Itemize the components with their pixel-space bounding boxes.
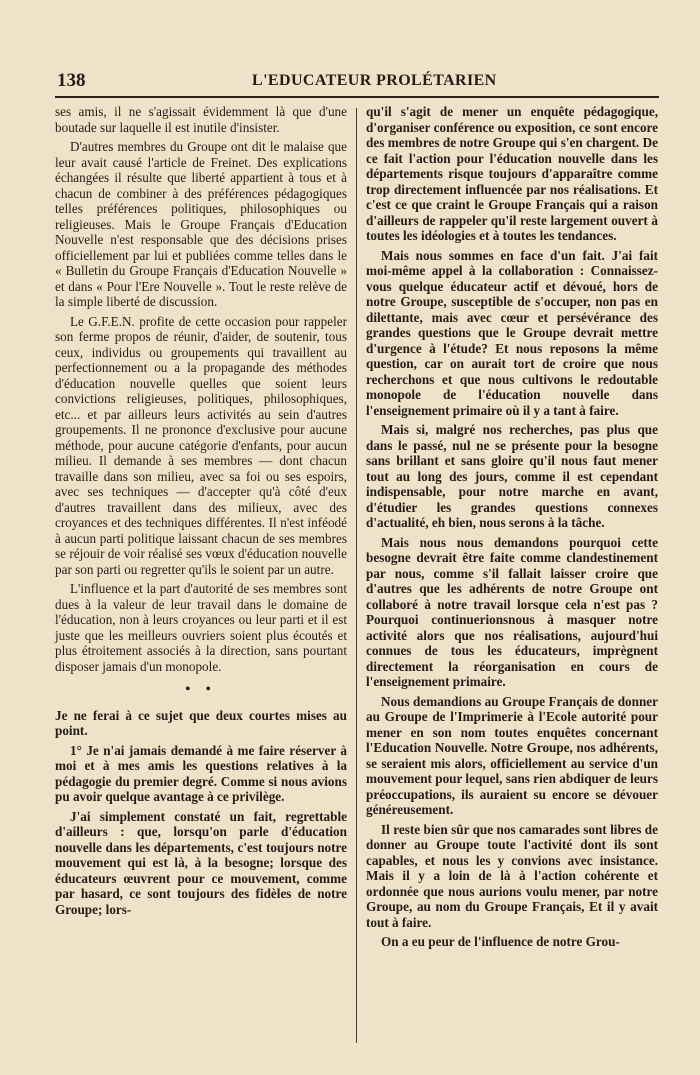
header-rule [55,96,659,98]
paragraph: ses amis, il ne s'agissait évidemment là que d'une boutade sur laquelle il est inutile d'insister. [55,104,347,135]
paragraph: Mais nous nous demandons pourquoi cette besogne devrait être faite comme clandestinement par nous, comme s'il fallait laisser croire que d'autres que les adhérents de notre Groupe ont collaboré à notre travail lorsque cela n'est pas ? Pourquoi continuerionsnous à masquer notre activité alors que nos réalisations, aujourd'hui connues de tous les éducateurs, imprègnent directement la réorganisation en cours de l'enseignement primaire. [366,534,658,689]
paragraph: On a eu peur de l'influence de notre Grou- [381,934,620,949]
paragraph: 1° Je n'ai jamais demandé à me faire réserver à moi et à mes amis les questions relatives à la pédagogie du premier degré. Comme si nous avions pu avoir quelque avantage à ce privilège. [55,742,347,804]
section-separator: • • [185,682,217,697]
paragraph: D'autres membres du Groupe ont dit le malaise que leur avait causé l'article de Freinet. Des explications échangées il résulte que liberté appartient à tous et à chacun de combiner à des préférences pédagogiques telles préférences politiques, philosophiques ou religieuses. Mais le Groupe Français d'Education Nouvelle n'est responsable que des décisions prises officiellement par lui et publiées comme telles dans le « Bulletin du Groupe Français d'Education Nouvelle » et dans « Pour l'Ere Nouvelle ». Tout le reste relève de la simple liberté de discussion. [55,139,347,309]
paragraph: Il reste bien sûr que nos camarades sont libres de donner au Groupe toute l'activité dont ils sont capables, et nous les y convions avec insistance. Mais il y a loin de là à l'action cohérente et ordonnée que nous aurions voulu mener, par notre Groupe, au nom du Groupe Français, Et il y avait tout à faire. [366,821,658,930]
paragraph: Mais si, malgré nos recherches, pas plus que dans le passé, nul ne se présente pour la besogne sans brillant et sans gloire qu'il nous faut mener tout au long des jours, comme il est cependant indispensable, pour notre marche en avant, d'étudier les grandes questions connexes d'actualité, eh bien, nous serons à la tâche. [366,422,658,530]
paragraph: L'influence et la part d'autorité de ses membres sont dues à la valeur de leur travail dans le domaine de l'éducation, non à leurs croyances ou leur parti et il est juste que les meilleurs ouvriers soient plus écoutés et plus étroitement associés à la direction, sans pourtant disposer jamais d'un monopole. [55,581,347,674]
right-column [366,104,658,954]
column-divider [356,108,357,1043]
left-column [55,104,347,921]
paragraph: Le G.F.E.N. profite de cette occasion pour rappeler son ferme propos de réunir, d'aider, de soutenir, tous ceux, individus ou groupements qui travaillent au perfectionnement ou a la propagande des méthodes d'éducation nouvelle quelles que soient leurs convictions religieuses, politiques, philosophiques, etc... et par ailleurs leurs activités au sein d'autres groupements. Il ne prononce d'exclusive pour aucune méthode, pour aucune catégorie d'enfants, pour aucun milieu. Il demande à ses membres — dont chacun travaille dans son milieu, avec sa foi ou ses espoirs, avec ses techniques — d'accepter qu'à côté d'eux d'autres travaillent dans des milieux, avec des croyances et des techniques différentes. Il n'est inféodé à aucun parti politique laissant chacun de ses membres se réjouir de voir réalisé ses vœux d'éducation nouvelle par son parti ou regretter qu'ils le soient par un autre. [55,313,347,577]
paragraph: J'ai simplement constaté un fait, regrettable d'ailleurs : que, lorsqu'on parle d'éducation nouvelle dans les départements, c'est toujours notre mouvement qui est là, à la besogne; lorsque des éducateurs œuvrent pour ce mouvement, comme par hasard, ce sont toujours des fidèles de notre Groupe; lors- [55,808,347,917]
running-title: L'EDUCATEUR PROLÉTARIEN [252,72,497,89]
page-number: 138 [57,70,86,91]
paragraph: qu'il s'agit de mener un enquête pédagogique, d'organiser conférence ou exposition, ce sont encore des membres de notre Groupe qui s'en chargent. De ce fait l'action pour l'éducation nouvelle dans les départements risque toujours d'apparaître comme trop directement influencée par nos réalisations. Et c'est ce que craint le Groupe Français qui a raison d'ailleurs de rappeler qu'il reste largement ouvert à toutes les idéologies et à toutes les tendances. [366,104,658,243]
paragraph: Nous demandions au Groupe Français de donner au Groupe de l'Imprimerie à l'Ecole autorité pour mener en son nom toutes enquêtes concernant l'Education Nouvelle. Notre Groupe, nos adhérents, se seraient mis alors, officiellement au service d'un mouvement pour lequel, sans rien abdiquer de leurs préoccupations, ils auraient su encore se dévouer généreusement. [366,693,658,817]
paragraph: Mais nous sommes en face d'un fait. J'ai fait moi-même appel à la collaboration : Connaissez-vous quelque éducateur actif et dévoué, hors de notre Groupe, susceptible de s'occuper, non pas en dilettante, mais avec cœur et persévérance des grandes questions que le Groupe devrait mettre d'urgence à l'étude? Et nous reposons la même question, car on aurait tort de croire que nous recherchons et que nous cultivons le redoutable monopole de l'éducation nouvelle dans l'enseignement primaire où il y a tant à faire. [366,247,658,418]
paragraph: Je ne ferai à ce sujet que deux courtes mises au point. [55,707,347,738]
